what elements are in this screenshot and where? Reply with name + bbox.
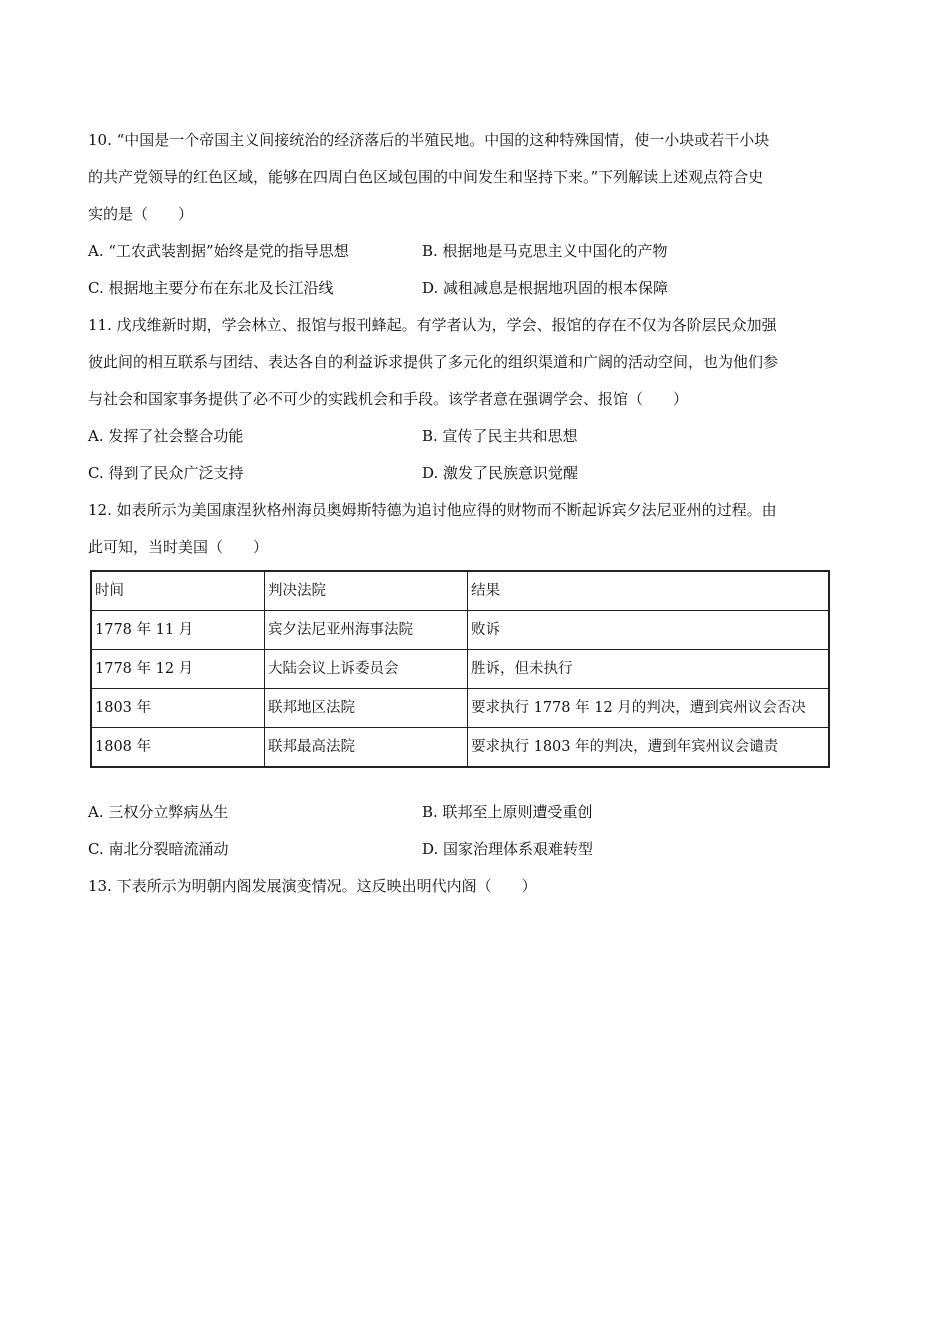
exam-page [88,122,863,905]
table-cell-time: 1808 年 [91,728,265,768]
question-10-option-b[interactable]: B. 根据地是马克思主义中国化的产物 [422,242,668,260]
question-11-option-c[interactable]: C. 得到了民众广泛支持 [88,464,244,482]
question-11-option-b[interactable]: B. 宣传了民主共和思想 [422,427,578,445]
question-12-option-b[interactable]: B. 联邦至上原则遭受重创 [422,803,593,821]
table-row [91,650,829,689]
question-11 [88,307,863,492]
question-12-options-row-1 [88,794,863,831]
question-10 [88,122,863,307]
question-11-options-row-2 [88,455,863,492]
question-10-line-3: 实的是（ ） [88,205,194,223]
table-cell-time: 1778 年 11 月 [91,611,265,650]
question-10-line-2: 的共产党领导的红色区域，能够在四周白色区域包围的中间发生和坚持下来。”下列解读上述观点符合史 [88,168,764,186]
table-cell-court: 宾夕法尼亚州海事法院 [265,611,468,650]
question-11-option-d[interactable]: D. 激发了民族意识觉醒 [422,464,579,482]
question-12-option-a[interactable]: A. 三权分立弊病丛生 [88,803,229,821]
table-header-result: 结果 [468,571,830,611]
table-header-time: 时间 [91,571,265,611]
question-11-line-1: 11. 戊戌维新时期，学会林立、报馆与报刊蜂起。有学者认为，学会、报馆的存在不仅为各阶层民众加强 [88,316,777,334]
question-11-line-2: 彼此间的相互联系与团结、表达各自的利益诉求提供了多元化的组织渠道和广阔的活动空间，也为他们参 [88,353,779,371]
table-cell-result: 败诉 [468,611,830,650]
table-row [91,728,829,768]
question-12-line-1: 12. 如表所示为美国康涅狄格州海员奥姆斯特德为追讨他应得的财物而不断起诉宾夕法尼亚州的过程。由 [88,501,777,519]
question-11-options-row-1 [88,418,863,455]
question-10-options-row-2 [88,270,863,307]
question-13-line-1: 13. 下表所示为明朝内阁发展演变情况。这反映出明代内阁（ ） [88,877,537,895]
table-cell-result: 要求执行 1803 年的判决，遭到年宾州议会谴责 [468,728,830,768]
question-10-options-row-1 [88,233,863,270]
question-10-option-c[interactable]: C. 根据地主要分布在东北及长江沿线 [88,279,334,297]
table-cell-court: 联邦地区法院 [265,689,468,728]
table-row [91,689,829,728]
spacer [88,768,863,794]
question-13 [88,868,863,905]
table-cell-court: 联邦最高法院 [265,728,468,768]
table-cell-result: 胜诉，但未执行 [468,650,830,689]
question-10-option-a[interactable]: A. “工农武装割据”始终是党的指导思想 [88,242,349,260]
question-11-line-3: 与社会和国家事务提供了必不可少的实践机会和手段。该学者意在强调学会、报馆（ ） [88,390,689,408]
question-12-option-c[interactable]: C. 南北分裂暗流涌动 [88,840,229,858]
table-cell-time: 1778 年 12 月 [91,650,265,689]
question-12 [88,492,863,868]
question-10-option-d[interactable]: D. 减租减息是根据地巩固的根本保障 [422,279,669,297]
table-header-row [91,571,829,611]
table-header-court: 判决法院 [265,571,468,611]
court-case-table [90,570,830,768]
question-12-option-d[interactable]: D. 国家治理体系艰难转型 [422,840,594,858]
question-11-option-a[interactable]: A. 发挥了社会整合功能 [88,427,244,445]
question-10-line-1: 10. “中国是一个帝国主义间接统治的经济落后的半殖民地。中国的这种特殊国情，使一小块或若干小块 [88,131,770,149]
table-cell-result: 要求执行 1778 年 12 月的判决，遭到宾州议会否决 [468,689,830,728]
table-cell-time: 1803 年 [91,689,265,728]
question-12-line-2: 此可知，当时美国（ ） [88,538,269,556]
table-row [91,611,829,650]
table-cell-court: 大陆会议上诉委员会 [265,650,468,689]
question-12-options-row-2 [88,831,863,868]
